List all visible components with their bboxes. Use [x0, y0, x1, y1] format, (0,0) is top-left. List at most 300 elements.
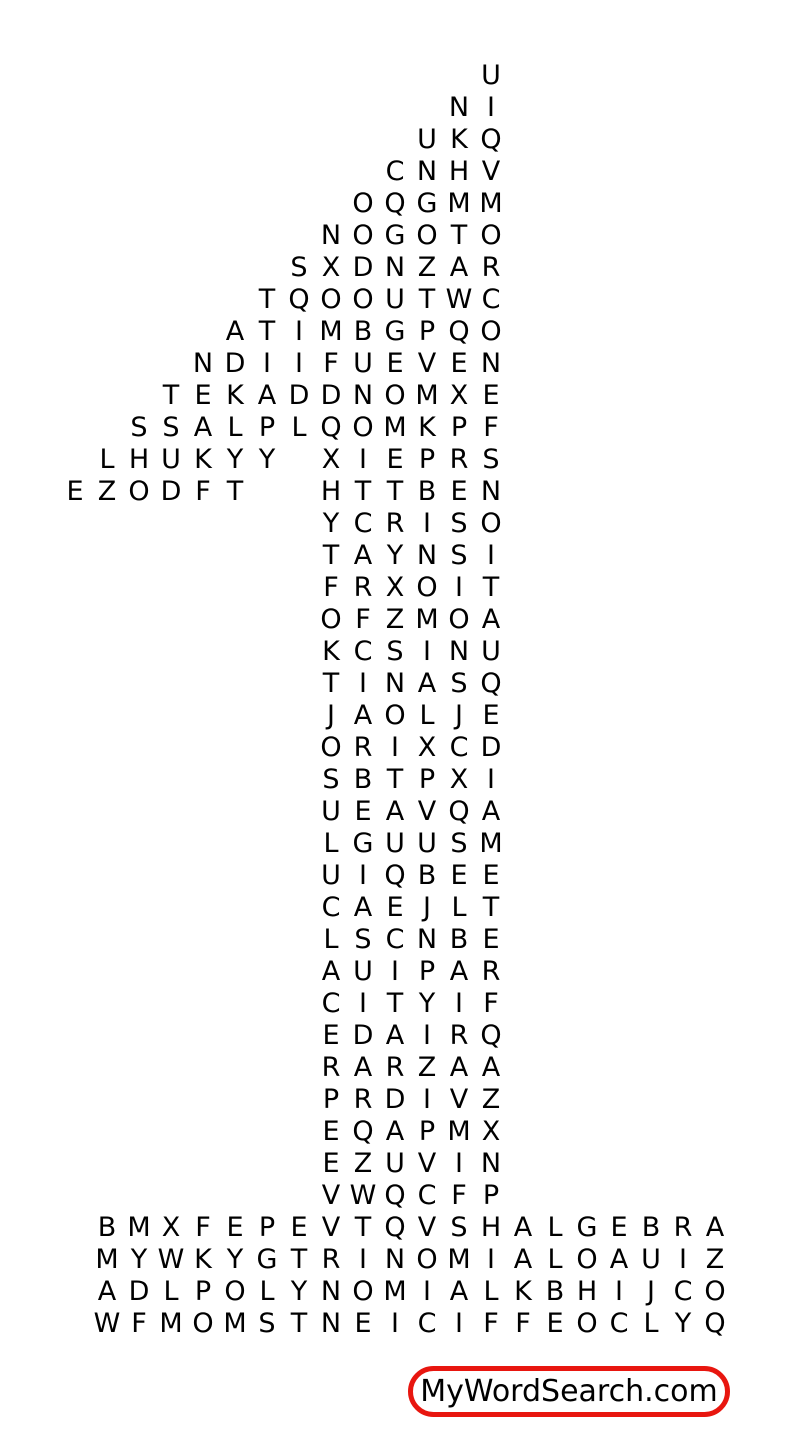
grid-empty-cell [91, 91, 123, 123]
grid-letter: W [93, 1307, 121, 1339]
grid-empty-cell [155, 731, 187, 763]
grid-empty-cell [571, 283, 603, 315]
grid-empty-cell [219, 827, 251, 859]
grid-empty-cell [187, 283, 219, 315]
grid-letter: Q [448, 795, 470, 827]
grid-letter: Q [704, 1307, 726, 1339]
grid-empty-cell [507, 955, 539, 987]
grid-empty-cell [539, 187, 571, 219]
grid-letter: I [455, 571, 463, 603]
grid-empty-cell [315, 91, 347, 123]
grid-letter: A [609, 1243, 629, 1275]
grid-empty-cell [635, 91, 667, 123]
grid-empty-cell [539, 1051, 571, 1083]
grid-empty-cell [155, 155, 187, 187]
grid-empty-cell [603, 155, 635, 187]
grid-letter: A [353, 1051, 373, 1083]
grid-letter: B [97, 1211, 117, 1243]
grid-letter: F [195, 1211, 211, 1243]
grid-letter: K [322, 635, 340, 667]
grid-letter: F [483, 411, 499, 443]
grid-letter: I [391, 731, 399, 763]
grid-letter: N [416, 155, 438, 187]
grid-empty-cell [635, 827, 667, 859]
grid-empty-cell [219, 1147, 251, 1179]
grid-letter: Y [418, 987, 436, 1019]
grid-empty-cell [699, 155, 731, 187]
grid-letter: U [321, 859, 341, 891]
grid-empty-cell [219, 571, 251, 603]
grid-empty-cell [59, 1243, 91, 1275]
grid-empty-cell [571, 155, 603, 187]
grid-empty-cell [667, 571, 699, 603]
grid-empty-cell [699, 795, 731, 827]
grid-letter: V [449, 1083, 469, 1115]
grid-empty-cell [251, 1019, 283, 1051]
grid-letter: V [481, 155, 501, 187]
grid-empty-cell [59, 219, 91, 251]
grid-empty-cell [155, 763, 187, 795]
grid-letter: U [481, 635, 501, 667]
grid-empty-cell [603, 667, 635, 699]
grid-letter: L [483, 1275, 499, 1307]
grid-empty-cell [539, 1019, 571, 1051]
grid-empty-cell [507, 283, 539, 315]
grid-empty-cell [699, 987, 731, 1019]
grid-letter: Q [480, 1019, 502, 1051]
grid-empty-cell [635, 539, 667, 571]
grid-empty-cell [251, 155, 283, 187]
grid-empty-cell [59, 1211, 91, 1243]
grid-empty-cell [283, 795, 315, 827]
grid-empty-cell [59, 795, 91, 827]
grid-empty-cell [539, 1083, 571, 1115]
grid-letter: H [480, 1211, 502, 1243]
grid-empty-cell [507, 763, 539, 795]
grid-empty-cell [635, 1115, 667, 1147]
grid-empty-cell [603, 251, 635, 283]
grid-letter: E [226, 1211, 244, 1243]
grid-letter: U [353, 347, 373, 379]
grid-letter: E [482, 923, 500, 955]
grid-empty-cell [667, 763, 699, 795]
grid-empty-cell [283, 923, 315, 955]
grid-empty-cell [187, 1179, 219, 1211]
grid-letter: E [290, 1211, 308, 1243]
grid-empty-cell [379, 91, 411, 123]
grid-empty-cell [91, 379, 123, 411]
grid-letter: T [258, 315, 276, 347]
grid-empty-cell [635, 923, 667, 955]
grid-letter: W [349, 1179, 377, 1211]
grid-empty-cell [635, 859, 667, 891]
grid-empty-cell [507, 315, 539, 347]
grid-empty-cell [219, 1051, 251, 1083]
grid-empty-cell [699, 923, 731, 955]
grid-empty-cell [155, 667, 187, 699]
grid-empty-cell [155, 827, 187, 859]
grid-letter: C [353, 507, 373, 539]
grid-letter: E [482, 699, 500, 731]
grid-empty-cell [699, 603, 731, 635]
grid-empty-cell [59, 187, 91, 219]
grid-empty-cell [667, 923, 699, 955]
grid-empty-cell [219, 1083, 251, 1115]
grid-empty-cell [603, 507, 635, 539]
grid-letter: Y [226, 443, 244, 475]
grid-empty-cell [635, 379, 667, 411]
grid-empty-cell [91, 731, 123, 763]
grid-empty-cell [667, 731, 699, 763]
grid-empty-cell [603, 859, 635, 891]
grid-empty-cell [251, 1051, 283, 1083]
grid-empty-cell [539, 123, 571, 155]
grid-empty-cell [539, 347, 571, 379]
grid-empty-cell [507, 795, 539, 827]
grid-empty-cell [699, 1179, 731, 1211]
grid-empty-cell [59, 1051, 91, 1083]
grid-letter: O [448, 603, 470, 635]
grid-empty-cell [187, 923, 219, 955]
grid-empty-cell [571, 251, 603, 283]
grid-empty-cell [283, 443, 315, 475]
grid-empty-cell [123, 699, 155, 731]
grid-letter: N [320, 1307, 342, 1339]
grid-empty-cell [123, 891, 155, 923]
grid-empty-cell [635, 699, 667, 731]
grid-empty-cell [507, 923, 539, 955]
grid-letter: A [449, 251, 469, 283]
grid-empty-cell [699, 475, 731, 507]
grid-letter: I [455, 1147, 463, 1179]
grid-empty-cell [571, 1115, 603, 1147]
grid-letter: B [417, 859, 437, 891]
grid-empty-cell [251, 251, 283, 283]
grid-letter: I [487, 763, 495, 795]
grid-letter: C [385, 155, 405, 187]
grid-empty-cell [59, 859, 91, 891]
grid-empty-cell [667, 251, 699, 283]
grid-empty-cell [603, 539, 635, 571]
grid-empty-cell [667, 635, 699, 667]
grid-letter: X [161, 1211, 181, 1243]
grid-letter: L [227, 411, 243, 443]
grid-letter: I [487, 539, 495, 571]
grid-empty-cell [283, 539, 315, 571]
grid-empty-cell [59, 507, 91, 539]
grid-empty-cell [667, 1019, 699, 1051]
grid-empty-cell [539, 635, 571, 667]
grid-letter: B [353, 315, 373, 347]
grid-letter: I [423, 1275, 431, 1307]
grid-letter: M [95, 1243, 119, 1275]
grid-empty-cell [59, 571, 91, 603]
grid-empty-cell [571, 219, 603, 251]
grid-letter: J [327, 699, 335, 731]
grid-empty-cell [251, 539, 283, 571]
grid-empty-cell [59, 1307, 91, 1339]
grid-letter: A [449, 1051, 469, 1083]
grid-letter: H [448, 155, 470, 187]
grid-empty-cell [123, 1083, 155, 1115]
grid-letter: Q [480, 123, 502, 155]
grid-empty-cell [283, 859, 315, 891]
grid-empty-cell [123, 219, 155, 251]
grid-empty-cell [347, 91, 379, 123]
grid-empty-cell [603, 347, 635, 379]
grid-empty-cell [699, 1147, 731, 1179]
grid-empty-cell [251, 635, 283, 667]
grid-letter: U [353, 955, 373, 987]
grid-letter: P [418, 955, 436, 987]
grid-letter: I [487, 91, 495, 123]
grid-letter: I [423, 1019, 431, 1051]
grid-empty-cell [571, 827, 603, 859]
grid-empty-cell [667, 1115, 699, 1147]
grid-empty-cell [571, 475, 603, 507]
grid-empty-cell [699, 219, 731, 251]
grid-letter: T [354, 1211, 372, 1243]
grid-empty-cell [187, 859, 219, 891]
grid-letter: T [290, 1307, 308, 1339]
puzzle-grid [59, 59, 731, 1339]
grid-empty-cell [187, 987, 219, 1019]
grid-empty-cell [699, 59, 731, 91]
grid-empty-cell [123, 1019, 155, 1051]
grid-letter: A [449, 955, 469, 987]
grid-empty-cell [635, 507, 667, 539]
grid-letter: R [481, 251, 501, 283]
grid-empty-cell [539, 571, 571, 603]
grid-empty-cell [123, 571, 155, 603]
grid-empty-cell [667, 155, 699, 187]
grid-letter: V [417, 795, 437, 827]
grid-empty-cell [187, 891, 219, 923]
grid-letter: E [386, 347, 404, 379]
grid-letter: L [163, 1275, 179, 1307]
grid-empty-cell [59, 411, 91, 443]
grid-letter: N [192, 347, 214, 379]
grid-empty-cell [635, 1051, 667, 1083]
grid-letter: E [354, 795, 372, 827]
grid-letter: T [322, 539, 340, 571]
grid-empty-cell [571, 91, 603, 123]
grid-empty-cell [539, 923, 571, 955]
grid-letter: O [352, 283, 374, 315]
grid-letter: D [352, 251, 374, 283]
grid-letter: X [321, 443, 341, 475]
grid-letter: Y [290, 1275, 308, 1307]
grid-empty-cell [251, 219, 283, 251]
grid-empty-cell [635, 187, 667, 219]
grid-empty-cell [699, 123, 731, 155]
grid-empty-cell [571, 539, 603, 571]
grid-empty-cell [507, 1179, 539, 1211]
grid-empty-cell [59, 155, 91, 187]
grid-empty-cell [699, 507, 731, 539]
grid-letter: O [480, 219, 502, 251]
grid-empty-cell [219, 603, 251, 635]
grid-letter: M [447, 187, 471, 219]
grid-empty-cell [507, 475, 539, 507]
grid-empty-cell [155, 315, 187, 347]
grid-letter: H [320, 475, 342, 507]
grid-empty-cell [571, 1179, 603, 1211]
grid-letter: U [161, 443, 181, 475]
grid-empty-cell [91, 59, 123, 91]
grid-empty-cell [123, 187, 155, 219]
grid-empty-cell [251, 667, 283, 699]
grid-empty-cell [699, 91, 731, 123]
grid-empty-cell [59, 891, 91, 923]
grid-empty-cell [59, 251, 91, 283]
grid-empty-cell [603, 635, 635, 667]
grid-empty-cell [283, 1147, 315, 1179]
grid-empty-cell [507, 1115, 539, 1147]
grid-empty-cell [283, 1115, 315, 1147]
grid-empty-cell [507, 187, 539, 219]
grid-letter: S [386, 635, 404, 667]
grid-letter: F [483, 1307, 499, 1339]
grid-letter: J [455, 699, 463, 731]
grid-empty-cell [507, 859, 539, 891]
grid-letter: A [449, 1275, 469, 1307]
grid-empty-cell [379, 123, 411, 155]
grid-empty-cell [571, 1051, 603, 1083]
grid-empty-cell [91, 635, 123, 667]
grid-empty-cell [635, 1179, 667, 1211]
grid-empty-cell [59, 827, 91, 859]
grid-empty-cell [91, 123, 123, 155]
grid-letter: A [353, 891, 373, 923]
grid-letter: G [416, 187, 438, 219]
grid-letter: Y [674, 1307, 692, 1339]
grid-empty-cell [155, 539, 187, 571]
grid-empty-cell [571, 1147, 603, 1179]
grid-empty-cell [603, 443, 635, 475]
grid-letter: M [127, 1211, 151, 1243]
grid-empty-cell [123, 955, 155, 987]
grid-empty-cell [603, 91, 635, 123]
grid-letter: F [515, 1307, 531, 1339]
grid-letter: U [417, 123, 437, 155]
grid-empty-cell [91, 507, 123, 539]
grid-letter: N [480, 347, 502, 379]
grid-empty-cell [603, 1051, 635, 1083]
grid-letter: E [450, 859, 468, 891]
grid-empty-cell [123, 763, 155, 795]
grid-letter: E [386, 443, 404, 475]
grid-letter: D [320, 379, 342, 411]
grid-letter: N [416, 539, 438, 571]
grid-empty-cell [91, 891, 123, 923]
grid-empty-cell [315, 155, 347, 187]
grid-letter: T [386, 763, 404, 795]
grid-letter: E [450, 347, 468, 379]
grid-empty-cell [283, 955, 315, 987]
grid-letter: P [450, 411, 468, 443]
grid-empty-cell [219, 891, 251, 923]
grid-letter: D [160, 475, 182, 507]
grid-empty-cell [571, 59, 603, 91]
grid-empty-cell [251, 1083, 283, 1115]
grid-empty-cell [699, 763, 731, 795]
grid-empty-cell [603, 411, 635, 443]
grid-empty-cell [123, 59, 155, 91]
grid-letter: C [673, 1275, 693, 1307]
grid-letter: L [291, 411, 307, 443]
grid-letter: E [66, 475, 84, 507]
grid-empty-cell [91, 411, 123, 443]
grid-empty-cell [603, 59, 635, 91]
grid-empty-cell [283, 891, 315, 923]
grid-letter: U [385, 1147, 405, 1179]
grid-empty-cell [251, 1115, 283, 1147]
grid-letter: R [353, 1083, 373, 1115]
grid-empty-cell [123, 667, 155, 699]
grid-empty-cell [539, 859, 571, 891]
grid-empty-cell [283, 731, 315, 763]
grid-empty-cell [91, 571, 123, 603]
grid-letter: B [545, 1275, 565, 1307]
grid-empty-cell [91, 539, 123, 571]
grid-empty-cell [219, 219, 251, 251]
grid-letter: E [354, 1307, 372, 1339]
grid-letter: G [384, 315, 406, 347]
grid-empty-cell [347, 59, 379, 91]
grid-empty-cell [187, 1147, 219, 1179]
grid-empty-cell [699, 283, 731, 315]
grid-letter: E [386, 891, 404, 923]
grid-empty-cell [539, 955, 571, 987]
grid-empty-cell [539, 219, 571, 251]
grid-letter: K [514, 1275, 532, 1307]
grid-empty-cell [539, 891, 571, 923]
grid-letter: O [352, 187, 374, 219]
grid-letter: P [418, 763, 436, 795]
grid-empty-cell [91, 251, 123, 283]
grid-empty-cell [187, 571, 219, 603]
grid-letter: U [385, 827, 405, 859]
grid-letter: Q [320, 411, 342, 443]
grid-empty-cell [187, 315, 219, 347]
branding-badge[interactable] [408, 1366, 730, 1417]
grid-letter: Y [322, 507, 340, 539]
grid-letter: E [610, 1211, 628, 1243]
grid-empty-cell [59, 1115, 91, 1147]
grid-letter: I [423, 507, 431, 539]
grid-empty-cell [251, 699, 283, 731]
grid-empty-cell [699, 731, 731, 763]
grid-letter: I [455, 1307, 463, 1339]
grid-empty-cell [507, 571, 539, 603]
grid-letter: M [383, 1275, 407, 1307]
grid-letter: O [384, 379, 406, 411]
grid-empty-cell [59, 955, 91, 987]
grid-letter: Z [353, 1147, 373, 1179]
grid-letter: O [128, 475, 150, 507]
grid-letter: Y [130, 1243, 148, 1275]
grid-letter: Q [384, 1179, 406, 1211]
grid-empty-cell [539, 1147, 571, 1179]
grid-empty-cell [91, 1147, 123, 1179]
grid-letter: L [643, 1307, 659, 1339]
grid-empty-cell [219, 699, 251, 731]
grid-letter: A [321, 955, 341, 987]
grid-empty-cell [507, 731, 539, 763]
grid-letter: G [576, 1211, 598, 1243]
grid-empty-cell [635, 411, 667, 443]
